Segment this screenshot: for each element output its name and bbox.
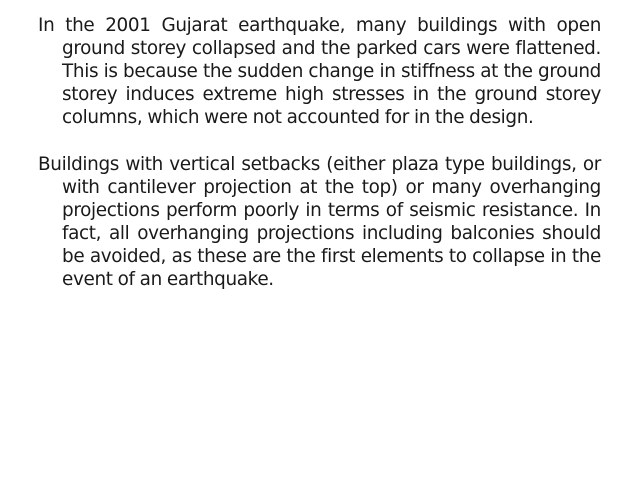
paragraph-open-ground-storey: In the 2001 Gujarat earthquake, many buildings with open ground storey collapsed and the parked cars were flattened. This is because the sudden change in stiffness at the ground storey induces extreme high stresses in the ground storey columns, which were not accounted for in the design. — [38, 15, 601, 128]
paragraph-vertical-setbacks: Buildings with vertical setbacks (either plaza type buildings, or with cantilever projection at the top) or many overhanging projections perform poorly in terms of seismic resistance. In fact, all overhanging projections including balconies should be avoided, as these are the first elements to collapse in the event of an earthquake. — [38, 154, 601, 290]
slide-content — [38, 14, 601, 291]
